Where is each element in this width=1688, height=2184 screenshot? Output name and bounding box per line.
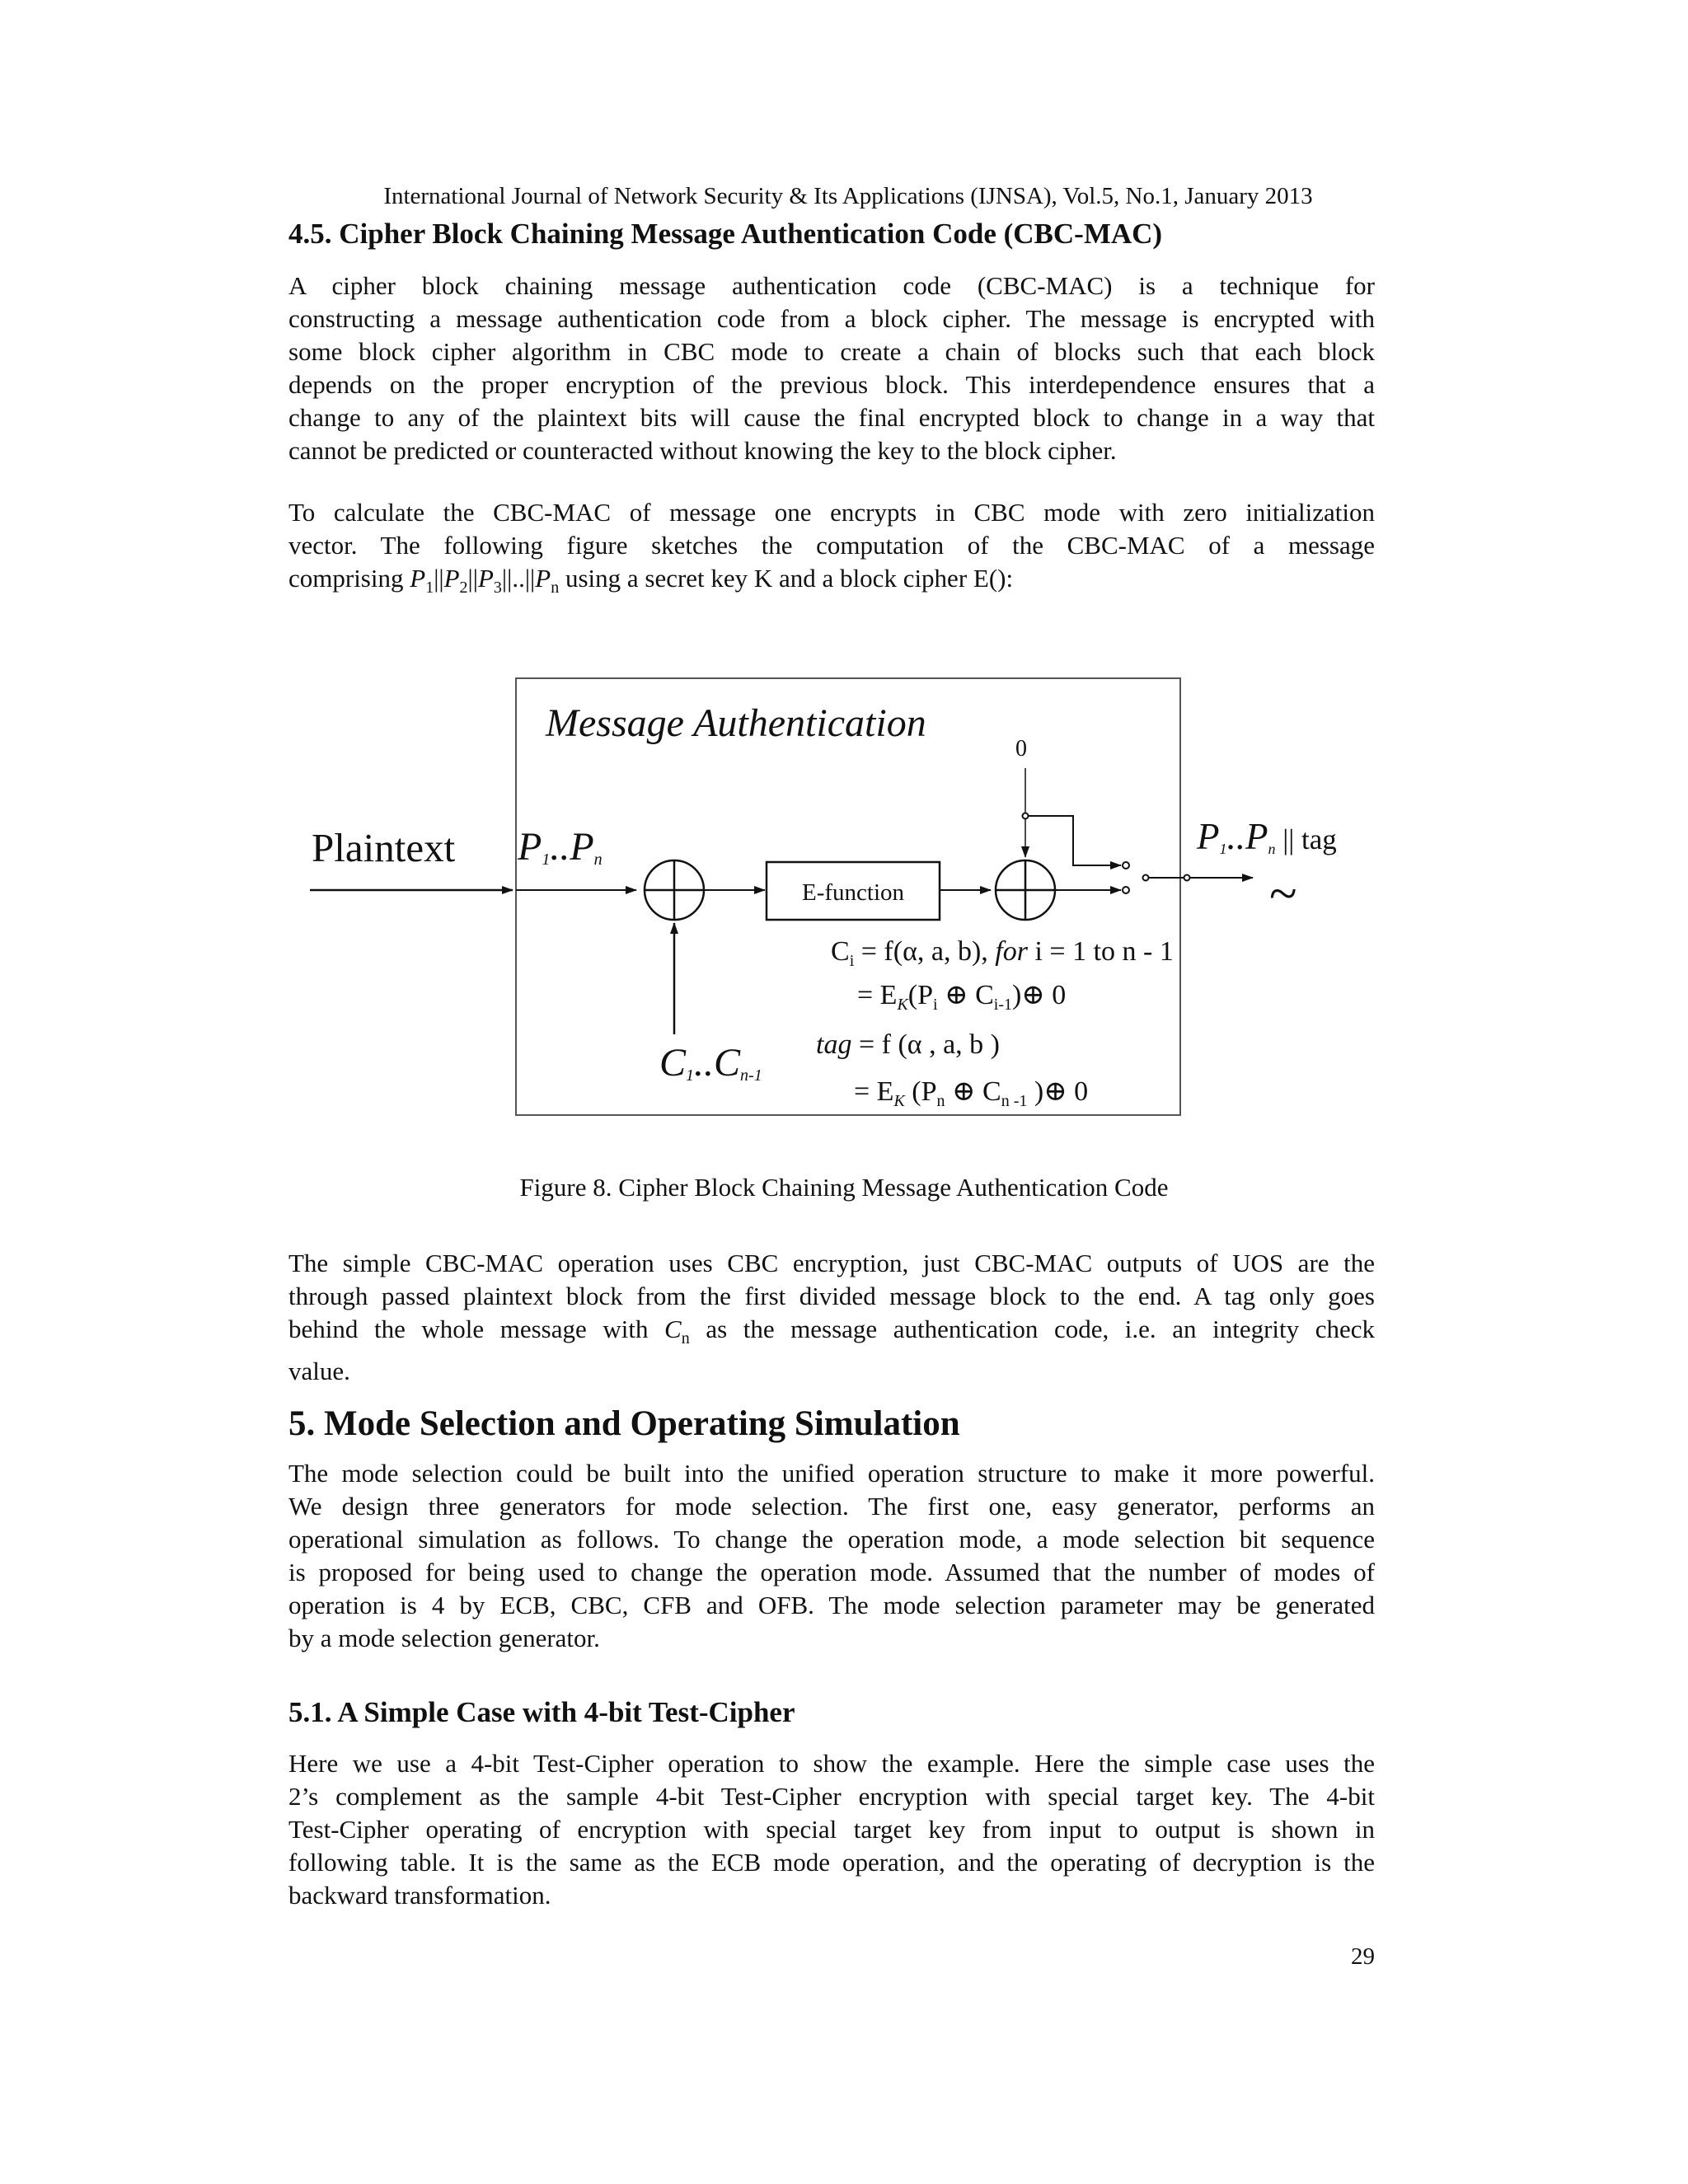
text-line: cannot be predicted or counteracted without knowing the key to the block cipher. bbox=[288, 436, 1117, 465]
cbc-mac-diagram bbox=[305, 672, 1360, 1133]
text-line: To calculate the CBC-MAC of message one encrypts in CBC mode with zero initialization bbox=[288, 498, 1375, 527]
diagram-title: Message Authentication bbox=[546, 701, 926, 745]
figure-caption: Figure 8. Cipher Block Chaining Message Authentication Code bbox=[519, 1173, 1169, 1202]
text-line: vector. The following figure sketches the computation of the CBC-MAC of a message bbox=[288, 531, 1375, 560]
tilde-symbol: ~ bbox=[1269, 866, 1297, 922]
section-5-title: 5. Mode Selection and Operating Simulation bbox=[288, 1404, 960, 1443]
e-function-label: E-function bbox=[801, 879, 905, 906]
section-4-5-title: 4.5. Cipher Block Chaining Message Authentication Code (CBC-MAC) bbox=[288, 218, 1163, 250]
switch-contact-top bbox=[1123, 862, 1129, 869]
page-number: 29 bbox=[1351, 1943, 1375, 1970]
section-4-5-paragraph-2 bbox=[288, 496, 1375, 604]
text-line: The mode selection could be built into the unified operation structure to make it more powerful. bbox=[288, 1459, 1375, 1488]
text-line: depends on the proper encryption of the previous block. This interdependence ensures that a bbox=[288, 370, 1375, 399]
xor1-icon bbox=[645, 860, 704, 920]
text-line: Test-Cipher operating of encryption with special target key from input to output is shown in bbox=[288, 1815, 1375, 1844]
zero-iv-label: 0 bbox=[1015, 736, 1027, 762]
text-line-formula: comprising $P_1||P_2||P_3||..||P_n$ using a secret key K and a block cipher E(): bbox=[288, 564, 1014, 598]
text-line: A cipher block chaining message authentication code (CBC-MAC) is a technique for bbox=[288, 271, 1375, 300]
paragraph-after-figure bbox=[288, 1247, 1375, 1388]
output-label: P1..Pn || tag bbox=[1197, 816, 1337, 857]
text-line: 2’s complement as the sample 4-bit Test-Cipher encryption with special target key. The 4-bit bbox=[288, 1782, 1375, 1811]
section-4-5-paragraph-1 bbox=[288, 269, 1375, 467]
equation-2: = $E_K(P_i$ ⊕ $C_{i-1})\oplus$ 0 bbox=[857, 980, 1067, 1014]
plaintext-blocks-label: P1..Pn bbox=[518, 825, 603, 869]
text-line: We design three generators for mode selection. The first one, easy generator, performs an bbox=[288, 1492, 1375, 1521]
text-line: some block cipher algorithm in CBC mode to create a chain of blocks such that each block bbox=[288, 337, 1375, 366]
text-line: operation is 4 by ECB, CBC, CFB and OFB. The mode selection parameter may be generated bbox=[288, 1591, 1375, 1619]
ciphertext-chain-label: C1..Cn-1 bbox=[659, 1041, 762, 1085]
section-5-1-paragraph bbox=[288, 1747, 1375, 1912]
text-line: following table. It is the same as the ECB mode operation, and the operating of decryption is the bbox=[288, 1848, 1375, 1877]
switch-contact-bottom bbox=[1123, 887, 1129, 893]
text-line: constructing a message authentication code from a block cipher. The message is encrypted with bbox=[288, 304, 1375, 333]
section-5-paragraph bbox=[288, 1457, 1375, 1655]
journal-header: International Journal of Network Security & Its Applications (IJNSA), Vol.5, No.1, January 2013 bbox=[383, 183, 1313, 209]
text-line: value. bbox=[288, 1357, 350, 1386]
equation-3: tag = f (α , a, b ) bbox=[816, 1029, 1000, 1060]
equation-1: $C_i = f(\alpha$, a, b), for i = 1 to n - 1 bbox=[831, 936, 1174, 970]
section-5-1-title: 5.1. A Simple Case with 4-bit Test-Cipher bbox=[288, 1696, 795, 1728]
equation-4: = $E_K$ ($P_n$ ⊕ $C_{n -1}$ )⊕ 0 bbox=[854, 1076, 1089, 1110]
text-line: is proposed for being used to change the operation mode. Assumed that the number of modes of bbox=[288, 1558, 1375, 1586]
plaintext-label: Plaintext bbox=[312, 825, 456, 870]
junction-dot bbox=[1023, 813, 1029, 819]
text-line: backward transformation. bbox=[288, 1881, 551, 1910]
text-line: change to any of the plaintext bits will cause the final encrypted block to change in a way that bbox=[288, 403, 1375, 432]
text-line: by a mode selection generator. bbox=[288, 1624, 600, 1652]
text-line: operational simulation as follows. To change the operation mode, a mode selection bit sequence bbox=[288, 1525, 1375, 1554]
text-line: behind the whole message with $C_n$ as the message authentication code, i.e. an integrity check bbox=[288, 1315, 1375, 1348]
bypass-path bbox=[1025, 816, 1113, 865]
text-line: through passed plaintext block from the first divided message block to the end. A tag only goes bbox=[288, 1282, 1375, 1310]
text-line: The simple CBC-MAC operation uses CBC encryption, just CBC-MAC outputs of UOS are the bbox=[288, 1249, 1375, 1277]
xor2-icon bbox=[996, 860, 1055, 920]
text-line: Here we use a 4-bit Test-Cipher operation to show the example. Here the simple case uses the bbox=[288, 1749, 1375, 1778]
